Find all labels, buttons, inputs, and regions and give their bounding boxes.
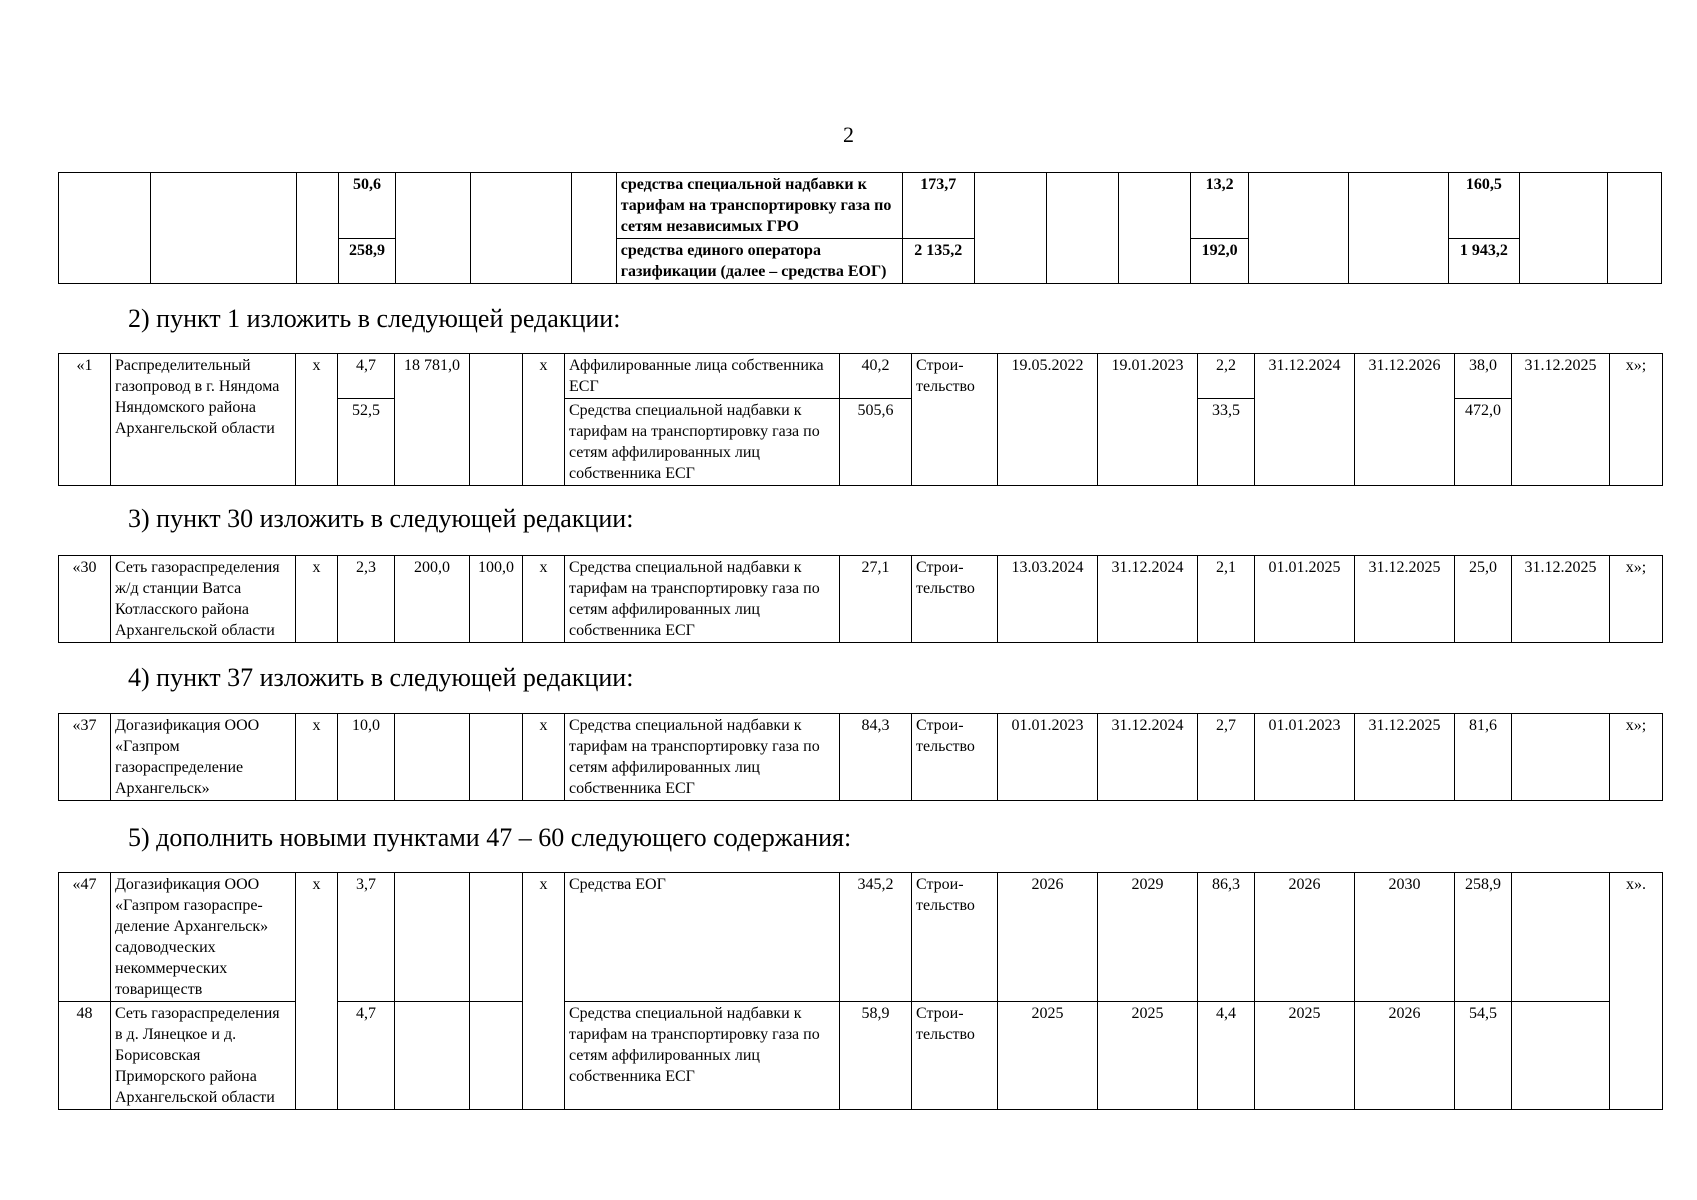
funding-source-cell: Средства ЕОГ [565, 873, 840, 1002]
cell [395, 714, 470, 801]
cell: 18 781,0 [395, 354, 470, 486]
cell [470, 1002, 523, 1110]
item-number: 48 [59, 1002, 111, 1110]
cell [1519, 173, 1607, 284]
cell [396, 173, 471, 284]
cell: х [296, 556, 338, 643]
cell: 84,3 [840, 714, 912, 801]
cell: 40,2 [840, 354, 912, 399]
date-cell: 31.12.2025 [1355, 556, 1455, 643]
cell: 505,6 [840, 399, 912, 486]
cell: 200,0 [395, 556, 470, 643]
cell [1607, 173, 1661, 284]
object-name: Догазификация ООО «Газпром газораспределение Архангельск» [111, 714, 296, 801]
funding-source-cell: Средства специальной надбавки к тарифам на транспортировку газа по сетям аффилированных лиц собственника ЕСГ [565, 1002, 840, 1110]
cell: 2,3 [338, 556, 395, 643]
cell: х [523, 714, 565, 801]
cell [59, 173, 151, 284]
date-cell: 01.01.2025 [1255, 556, 1355, 643]
cell: 10,0 [338, 714, 395, 801]
date-cell: 31.12.2026 [1355, 354, 1455, 486]
cell: 33,5 [1198, 399, 1255, 486]
object-name: Догазификация ООО «Газпром газораспре-деление Архангельск» садоводческих некоммерческих товариществ [111, 873, 296, 1002]
date-cell: 31.12.2024 [1098, 714, 1198, 801]
page-number: 2 [843, 122, 854, 147]
cell: 3,7 [338, 873, 395, 1002]
cell: 58,9 [840, 1002, 912, 1110]
item-30-table [58, 555, 1663, 643]
funding-source-cell: Аффилированные лица собственника ЕСГ [565, 354, 840, 399]
cell [1119, 173, 1191, 284]
amendment-heading-4: 4) пункт 37 изложить в следующей редакции: [128, 663, 634, 692]
cell: 4,4 [1198, 1002, 1255, 1110]
table-row [59, 873, 1663, 1002]
cell: х»; [1610, 714, 1663, 801]
cell: 100,0 [470, 556, 523, 643]
item-number: «30 [59, 556, 111, 643]
cell [1348, 173, 1448, 284]
cell [974, 173, 1046, 284]
date-cell: 31.12.2025 [1512, 556, 1610, 643]
year-cell: 2026 [1355, 1002, 1455, 1110]
cell [296, 173, 338, 284]
work-type: Строи-тельство [912, 873, 998, 1002]
item-number: «37 [59, 714, 111, 801]
item-number: «47 [59, 873, 111, 1002]
cell: х [523, 873, 565, 1110]
date-cell: 31.12.2025 [1512, 354, 1610, 486]
cell: 258,9 [1455, 873, 1512, 1002]
cell: х [296, 714, 338, 801]
date-cell: 31.12.2024 [1098, 556, 1198, 643]
items-47-48-table [58, 872, 1663, 1110]
table-row [59, 173, 1662, 239]
date-cell: 01.01.2023 [998, 714, 1098, 801]
date-cell: 19.05.2022 [998, 354, 1098, 486]
cell: 2,1 [1198, 556, 1255, 643]
date-cell: 01.01.2023 [1255, 714, 1355, 801]
item-number: «1 [59, 354, 111, 486]
cell: х [296, 354, 338, 486]
year-cell: 2029 [1098, 873, 1198, 1002]
item-1-table [58, 353, 1663, 486]
cell: 1 943,2 [1449, 239, 1519, 284]
cell [1512, 1002, 1610, 1110]
cell: 27,1 [840, 556, 912, 643]
cell [571, 173, 616, 284]
cell [151, 173, 296, 284]
cell: 54,5 [1455, 1002, 1512, 1110]
cell: 38,0 [1455, 354, 1512, 399]
funding-source-cell: Средства специальной надбавки к тарифам на транспортировку газа по сетям аффилированных лиц собственника ЕСГ [565, 556, 840, 643]
cell [470, 873, 523, 1002]
cell: 52,5 [338, 399, 395, 486]
cell: 160,5 [1449, 173, 1519, 239]
cell: 472,0 [1455, 399, 1512, 486]
date-cell: 13.03.2024 [998, 556, 1098, 643]
year-cell: 2026 [1255, 873, 1355, 1002]
table-row [59, 354, 1663, 399]
cell: 25,0 [1455, 556, 1512, 643]
date-cell [1512, 714, 1610, 801]
funding-source-cell: средства специальной надбавки к тарифам на транспортировку газа по сетям независимых ГРО [616, 173, 902, 239]
year-cell: 2025 [1098, 1002, 1198, 1110]
year-cell: 2026 [998, 873, 1098, 1002]
cell [471, 173, 571, 284]
cell: х [523, 556, 565, 643]
work-type: Строи-тельство [912, 714, 998, 801]
date-cell: 19.01.2023 [1098, 354, 1198, 486]
year-cell: 2025 [1255, 1002, 1355, 1110]
cell: 173,7 [902, 173, 974, 239]
table-row [59, 556, 1663, 643]
cell: 4,7 [338, 354, 395, 399]
date-cell: 31.12.2024 [1255, 354, 1355, 486]
cell: х». [1610, 873, 1663, 1110]
year-cell: 2025 [998, 1002, 1098, 1110]
cell [395, 1002, 470, 1110]
funding-source-cell: Средства специальной надбавки к тарифам на транспортировку газа по сетям аффилированных лиц собственника ЕСГ [565, 399, 840, 486]
work-type: Строи-тельство [912, 1002, 998, 1110]
work-type: Строи-тельство [912, 556, 998, 643]
cell: 345,2 [840, 873, 912, 1002]
cell: 2,7 [1198, 714, 1255, 801]
cell [1512, 873, 1610, 1002]
cell: 4,7 [338, 1002, 395, 1110]
cell [470, 714, 523, 801]
object-name: Сеть газораспределения ж/д станции Ватса Котласского района Архангельской области [111, 556, 296, 643]
cell: х [523, 354, 565, 486]
amendment-heading-5: 5) дополнить новыми пунктами 47 – 60 следующего содержания: [128, 823, 852, 852]
cell [470, 354, 523, 486]
date-cell: 31.12.2025 [1355, 714, 1455, 801]
object-name: Распределительный газопровод в г. Няндома Няндомского района Архангельской области [111, 354, 296, 486]
cell: 50,6 [338, 173, 395, 239]
cell: х [296, 873, 338, 1110]
work-type: Строи-тельство [912, 354, 998, 486]
cell: 2,2 [1198, 354, 1255, 399]
amendment-heading-2: 2) пункт 1 изложить в следующей редакции: [128, 304, 621, 333]
cell: х»; [1610, 354, 1663, 486]
cell: 192,0 [1191, 239, 1248, 284]
cell [395, 873, 470, 1002]
cell: 2 135,2 [902, 239, 974, 284]
cell: х»; [1610, 556, 1663, 643]
continuation-table [58, 172, 1662, 284]
funding-source-cell: Средства специальной надбавки к тарифам на транспортировку газа по сетям аффилированных лиц собственника ЕСГ [565, 714, 840, 801]
cell: 81,6 [1455, 714, 1512, 801]
cell: 86,3 [1198, 873, 1255, 1002]
funding-source-cell: средства единого оператора газификации (далее – средства ЕОГ) [616, 239, 902, 284]
cell [1047, 173, 1119, 284]
table-row [59, 714, 1663, 801]
item-37-table [58, 713, 1663, 801]
cell [1248, 173, 1348, 284]
year-cell: 2030 [1355, 873, 1455, 1002]
amendment-heading-3: 3) пункт 30 изложить в следующей редакции: [128, 504, 634, 533]
cell: 13,2 [1191, 173, 1248, 239]
cell: 258,9 [338, 239, 395, 284]
object-name: Сеть газораспределения в д. Лянецкое и д. Борисовская Приморского района Архангельской области [111, 1002, 296, 1110]
